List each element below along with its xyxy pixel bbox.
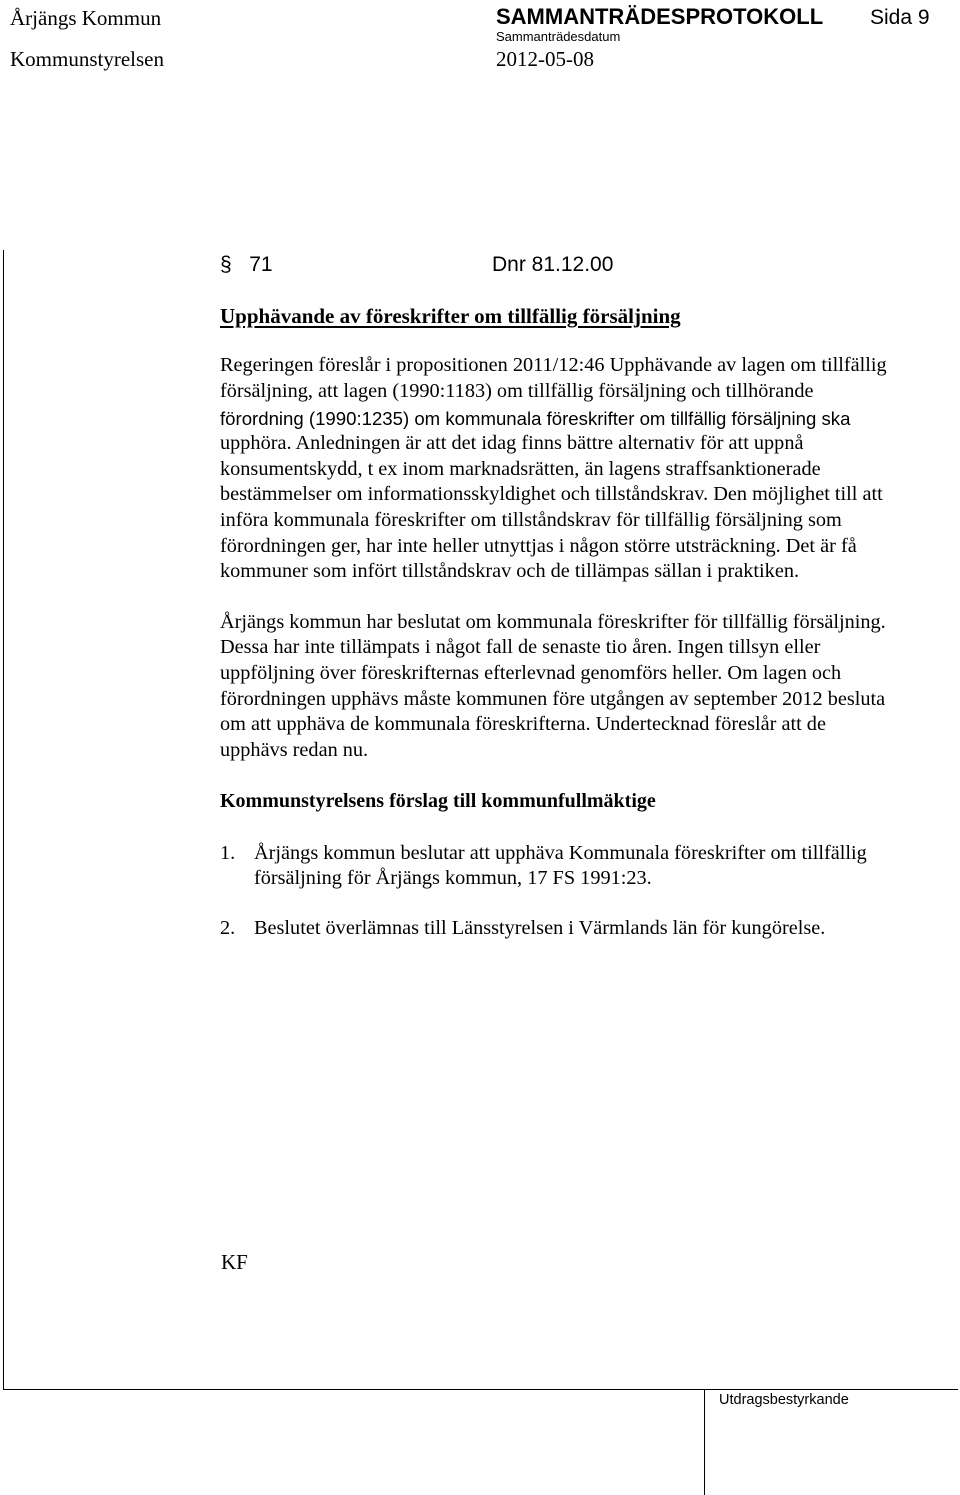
proposal-heading: Kommunstyrelsens förslag till kommunfullmäktige [220,790,656,812]
body-line: förordningen upphävs måste kommunen före utgången av september 2012 besluta [220,688,886,710]
body-line: uppföljning över föreskrifternas efterlevnad genomförs heller. Om lagen och [220,662,842,684]
page-number: Sida 9 [870,6,930,29]
body-line: förordning (1990:1235) om kommunala föreskrifter om tillfällig försäljning ska [220,408,851,429]
dnr-reference: Dnr 81.12.00 [492,253,614,276]
body-line: Årjängs kommun har beslutat om kommunala föreskrifter för tillfällig försäljning. [220,611,886,633]
proposal-item-number: 1. [220,842,236,864]
meeting-date: 2012-05-08 [496,47,594,71]
section-heading: Upphävande av föreskrifter om tillfällig försäljning [220,304,681,328]
paragraph-number [220,253,273,277]
frame-divider [704,1389,705,1495]
body-line: konsumentskydd, t ex inom marknadsrätten, än lagens straffsanktionerade [220,458,821,480]
frame-left-border [3,250,4,1390]
frame-bottom-border [3,1389,958,1390]
body-line: om att upphäva de kommunala föreskrifterna. Undertecknad föreslår att de [220,713,826,735]
proposal-item-line: Årjängs kommun beslutar att upphäva Kommunala föreskrifter om tillfällig [254,842,867,864]
body-line: kommuner som infört tillståndskrav och de tillämpas sällan i praktiken. [220,560,800,582]
signature-initials: KF [221,1250,248,1274]
body-line: Regeringen föreslår i propositionen 2011/12:46 Upphävande av lagen om tillfällig [220,354,887,376]
proposal-item-number: 2. [220,917,236,939]
body-line: Dessa har inte tillämpats i något fall de senaste tio åren. Ingen tillsyn eller [220,636,821,658]
proposal-item-line: Beslutet överlämnas till Länsstyrelsen i Värmlands län för kungörelse. [254,917,826,939]
body-line: upphävs redan nu. [220,739,369,761]
paragraph-number-value: 71 [249,253,273,276]
body-line: försäljning, att lagen (1990:1183) om tillfällig försäljning och tillhörande [220,380,814,402]
body-line: upphöra. Anledningen är att det idag finns bättre alternativ för att uppnå [220,432,804,454]
department-name: Kommunstyrelsen [10,47,164,71]
meeting-date-label: Sammanträdesdatum [496,29,621,44]
section-symbol-icon: § [220,253,232,276]
extract-certification-label: Utdragsbestyrkande [719,1392,849,1408]
body-line: förordningen ger, har inte heller utnyttjas i någon större utsträckning. Det är få [220,535,857,557]
document-title: SAMMANTRÄDESPROTOKOLL [496,4,824,29]
proposal-item-line: försäljning för Årjängs kommun, 17 FS 1991:23. [254,867,652,889]
body-line: bestämmelser om informationsskyldighet och tillståndskrav. Den möjlighet till att [220,483,883,505]
body-line: införa kommunala föreskrifter om tillståndskrav för tillfällig försäljning som [220,509,842,531]
organization-name: Årjängs Kommun [10,6,162,30]
